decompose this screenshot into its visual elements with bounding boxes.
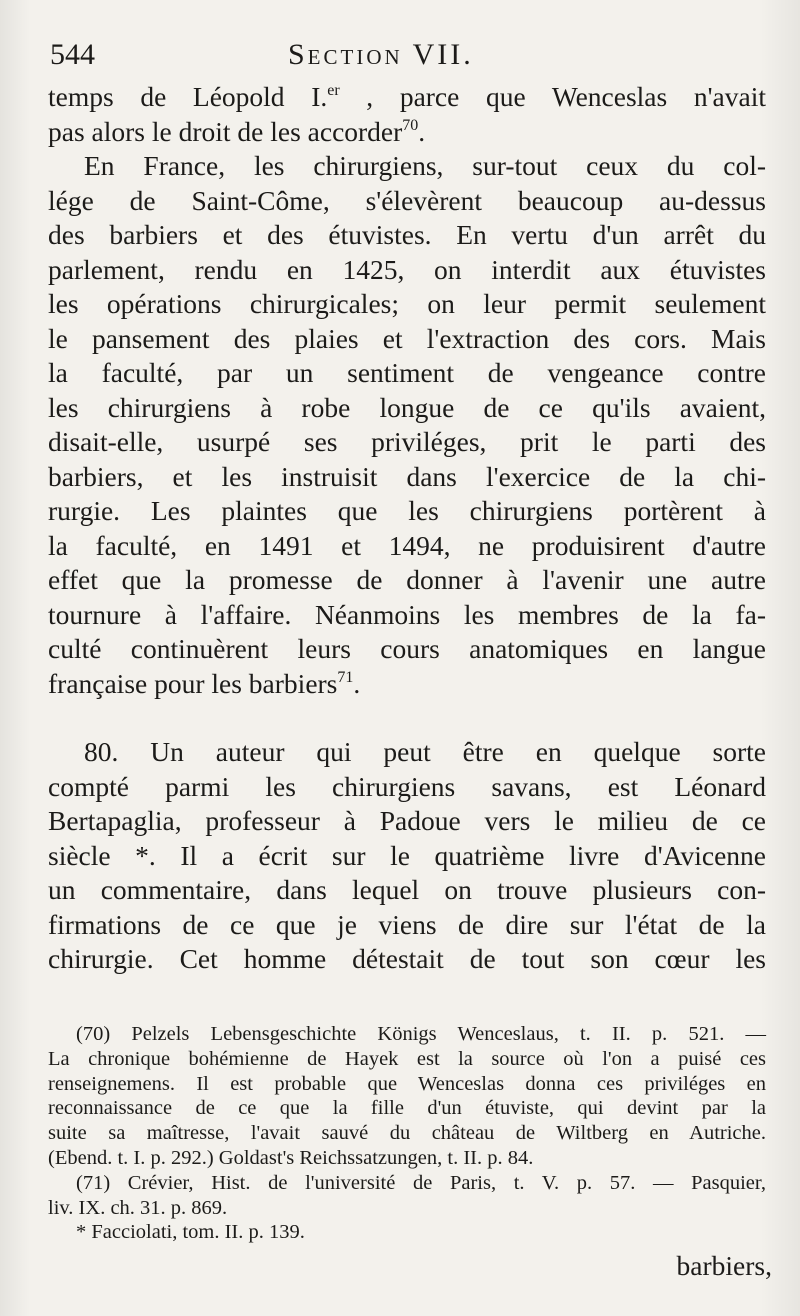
body-line [48,356,766,391]
footnote-line [48,1121,766,1146]
footnote-line [48,1096,766,1121]
body-line [48,460,766,495]
body-line [48,908,766,943]
body-line-tail: , parce que Wenceslas n'avait [339,81,766,112]
catchword: barbiers, [676,1250,772,1281]
body-line [48,839,766,874]
body-line-text: le pansement des plaies et l'extraction des cors. Mais [48,322,766,354]
body-line-text: des barbiers et des étuvistes. En vertu d'un arrêt du [48,219,766,250]
body-line-text: effet que la promesse de donner à l'avenir une autre [48,564,766,595]
footnote-line-text: suite sa maîtresse, l'avait sauvé du château de Wiltberg en Autriche. [48,1122,766,1145]
footnote-line-text: liv. IX. ch. 31. p. 869. [48,1196,228,1219]
body-line [48,425,766,460]
body-line-text: siècle *. Il a écrit sur le quatrième livre d'Avicenne [48,839,766,871]
body-line [48,322,766,357]
footnotes [48,1022,766,1245]
body-line [48,563,766,598]
body-line-text: les opérations chirurgicales; on leur permit seulement [48,288,766,319]
footnote-line-text: renseignemens. Il est probable que Wenceslas donna ces priviléges en [48,1072,766,1095]
footnote-line-text: (70) Pelzels Lebensgeschichte Königs Wenceslaus, t. II. p. 521. — [76,1023,766,1045]
body-line-tail: . [353,667,361,699]
body-line-text: pas alors le droit de les accorder [48,115,403,147]
body-line-text: chirurgie. Cet homme détestait de tout son cœur les [48,943,766,974]
footnote-line [48,1146,766,1171]
paragraph-gap [48,701,766,735]
body-line-text: barbiers, et les instruisit dans l'exercice de la chi- [48,460,766,492]
footnote-reference: 71 [337,668,354,686]
body-line-text: tournure à l'affaire. Néanmoins les membres de la fa- [48,598,766,630]
body-line-text: disait-elle, usurpé ses priviléges, prit le parti des [48,426,766,457]
body-line [48,667,766,702]
body-line [48,598,766,633]
body-line-tail: . [418,115,426,147]
footnote-line [48,1220,766,1245]
body-line [48,942,766,977]
body-line-text: Bertapaglia, professeur à Padoue vers le milieu de ce [48,805,766,836]
footnote-line-text: La chronique bohémienne de Hayek est la source où l'on a puisé ces [48,1047,766,1070]
body-text [48,80,766,977]
body-line-text: française pour les barbiers [48,667,338,699]
body-line [48,287,766,322]
footnote-line-text: (71) Crévier, Hist. de l'université de Paris, t. V. p. 57. — Pasquier, [76,1171,766,1194]
page-header [50,38,764,78]
footnote-line [48,1171,766,1196]
footnote-line [48,1072,766,1097]
footnote-line-text: reconnaissance de ce que la fille d'un étuviste, qui devint par la [48,1097,766,1120]
footnote-line-text: * Facciolati, tom. II. p. 139. [76,1221,305,1244]
page-number: 544 [50,38,95,71]
body-line-text: les chirurgiens à robe longue de ce qu'ils avaient, [48,391,766,423]
body-line [48,391,766,426]
body-line [48,873,766,908]
body-line [48,115,766,150]
body-line-text: rurgie. Les plaintes que les chirurgiens portèrent à [48,495,766,526]
body-line [48,735,766,770]
footnote-line [48,1022,766,1047]
body-line [48,529,766,564]
body-line-text: la faculté, par un sentiment de vengeance contre [48,357,766,388]
body-line [48,804,766,839]
body-line [48,253,766,288]
body-line [48,149,766,184]
body-line-text: lége de Saint-Côme, s'élevèrent beaucoup au-dessus [48,184,766,216]
body-line-text: la faculté, en 1491 et 1494, ne produisirent d'autre [48,529,766,561]
running-head: Section VII. [288,38,474,71]
body-line [48,184,766,219]
body-line-text: un commentaire, dans lequel on trouve plusieurs con- [48,874,766,905]
body-line [48,80,766,115]
body-line-text: En France, les chirurgiens, sur-tout ceux du col- [84,150,766,181]
body-line [48,218,766,253]
footnote-line-text: (Ebend. t. I. p. 292.) Goldast's Reichssatzungen, t. II. p. 84. [48,1146,534,1169]
body-line [48,770,766,805]
body-line-text: compté parmi les chirurgiens savans, est Léonard [48,770,766,802]
footnote-reference: er [327,82,340,99]
body-line-text: parlement, rendu en 1425, on interdit aux étuvistes [48,253,766,285]
footnote-line [48,1047,766,1072]
footnote-line [48,1196,766,1221]
body-line-text: culté continuèrent leurs cours anatomiques en langue [48,633,766,664]
body-line [48,632,766,667]
body-line [48,494,766,529]
body-line-text: temps de Léopold I. [48,81,328,112]
body-line-text: firmations de ce que je viens de dire sur l'état de la [48,908,766,940]
body-line-text: 80. Un auteur qui peut être en quelque sorte [84,736,766,767]
footnote-reference: 70 [402,116,419,134]
